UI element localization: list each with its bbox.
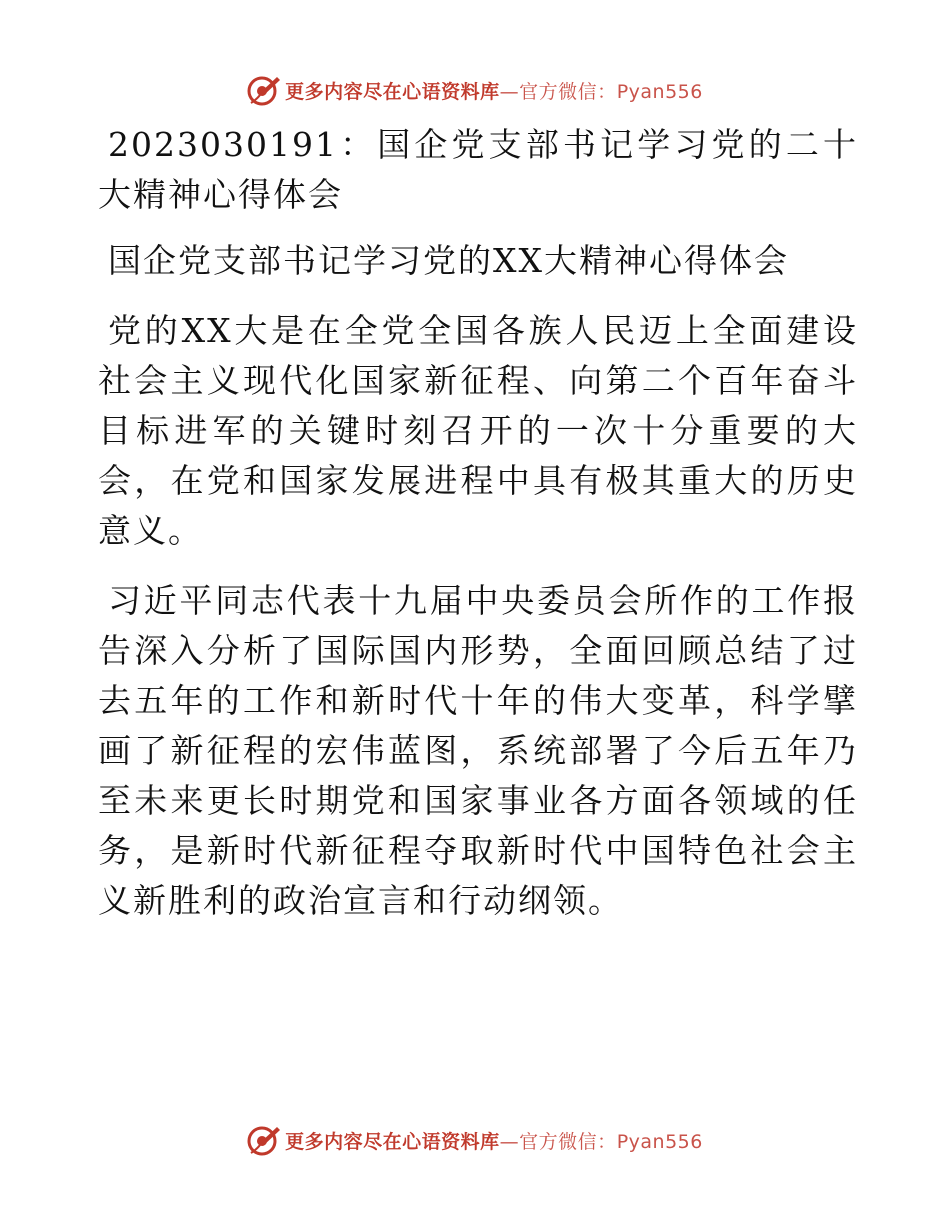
- footer-watermark-text: [285, 1127, 703, 1154]
- document-body: [98, 120, 858, 926]
- header-watermark-text: [285, 77, 703, 104]
- document-paragraph: 党的XX大是在全党全国各族人民迈上全面建设社会主义现代化国家新征程、向第二个百年奋斗目标进军的关键时刻召开的一次十分重要的大会，在党和国家发展进程中具有极其重大的历史意义。: [98, 311, 858, 550]
- header-watermark-banner: [0, 70, 950, 110]
- header-watermark-official: 官方微信：: [519, 80, 617, 103]
- footer-watermark-official: 官方微信：: [519, 1130, 617, 1153]
- footer-watermark-separator: —: [499, 1130, 520, 1153]
- header-watermark-wechat-id: Pyan556: [616, 80, 703, 103]
- footer-watermark-prefix: 更多内容尽在心语资料库: [285, 1130, 500, 1153]
- header-watermark-separator: —: [499, 80, 520, 103]
- footer-watermark-banner: [0, 1120, 950, 1160]
- pen-logo-icon: [247, 73, 281, 107]
- document-subtitle: 国企党支部书记学习党的XX大精神心得体会: [108, 241, 789, 280]
- pen-logo-icon: [247, 1123, 281, 1157]
- document-title: 2023030191：国企党支部书记学习党的二十大精神心得体会: [98, 125, 858, 214]
- footer-watermark-wechat-id: Pyan556: [616, 1130, 703, 1153]
- header-watermark-prefix: 更多内容尽在心语资料库: [285, 80, 500, 103]
- document-paragraph: 习近平同志代表十九届中央委员会所作的工作报告深入分析了国际国内形势，全面回顾总结了过去五年的工作和新时代十年的伟大变革，科学擘画了新征程的宏伟蓝图，系统部署了今后五年乃至未来更长时期党和国家事业各方面各领域的任务，是新时代新征程夺取新时代中国特色社会主义新胜利的政治宣言和行动纲领。: [98, 581, 858, 920]
